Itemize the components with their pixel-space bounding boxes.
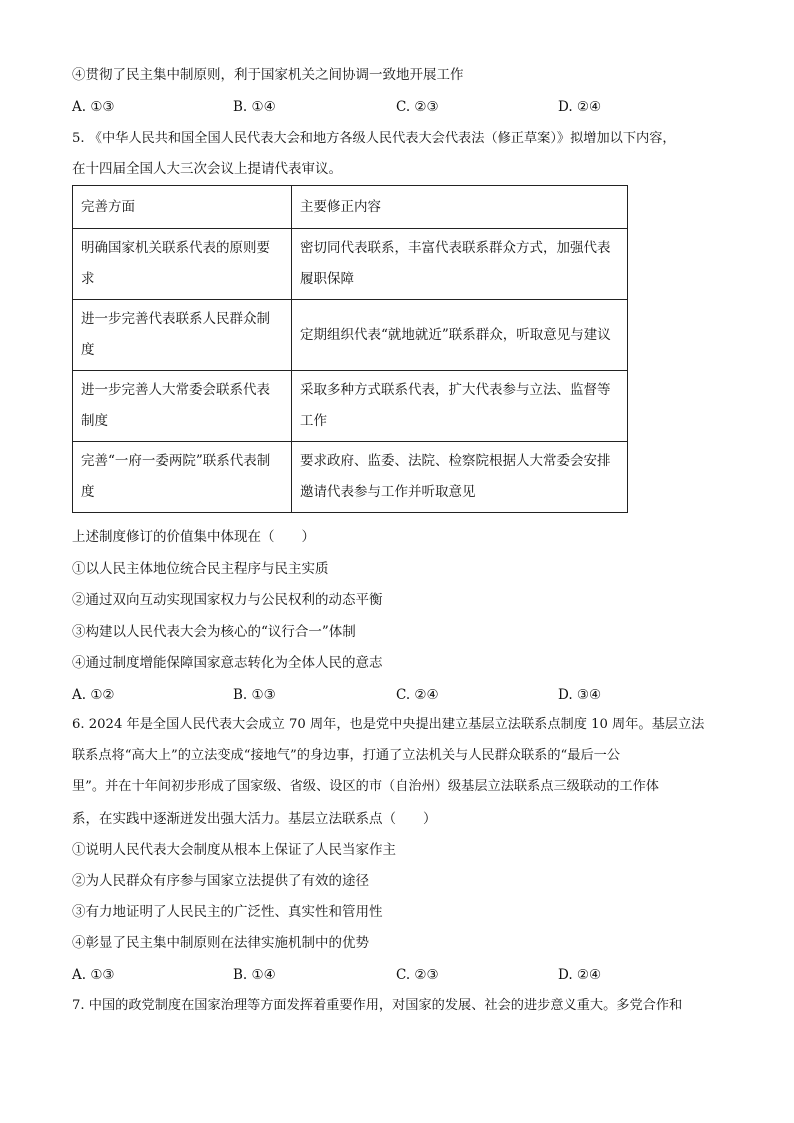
q5-item-4: ④通过制度增能保障国家意志转化为全体人民的意志	[72, 655, 383, 671]
q5-item-3: ③构建以人民代表大会为核心的“议行合一”体制	[72, 624, 356, 640]
table-row	[73, 442, 628, 513]
q4-option-c: C. ②③	[396, 99, 439, 115]
table-cell: 进一步完善人大常委会联系代表制度	[73, 371, 292, 442]
table-header-cell: 完善方面	[73, 186, 292, 229]
table-row	[73, 371, 628, 442]
q5-option-a: A. ①②	[72, 687, 115, 703]
table-row	[73, 300, 628, 371]
table-header-row	[73, 186, 628, 229]
q6-item-3: ③有力地证明了人民民主的广泛性、真实性和管用性	[72, 904, 383, 920]
table-cell: 采取多种方式联系代表，扩大代表参与立法、监督等工作	[292, 371, 628, 442]
q5-question: 上述制度修订的价值集中体现在（ ）	[72, 529, 315, 545]
q5-item-2: ②通过双向互动实现国家权力与公民权利的动态平衡	[72, 592, 383, 608]
q5-stem-line-1: 5. 《中华人民共和国全国人民代表大会和地方各级人民代表大会代表法（修正草案）》拟增加以下内容，	[72, 131, 676, 146]
q4-option-b: B. ①④	[233, 99, 276, 115]
table-cell: 明确国家机关联系代表的原则要求	[73, 229, 292, 300]
q6-item-1: ①说明人民代表大会制度从根本上保证了人民当家作主	[72, 842, 396, 858]
q5-option-d: D. ③④	[558, 687, 602, 703]
q6-item-4: ④彰显了民主集中制原则在法律实施机制中的优势	[72, 935, 369, 951]
q5-stem-line-2: 在十四届全国人大三次会议上提请代表审议。	[72, 161, 342, 177]
table-cell: 密切同代表联系，丰富代表联系群众方式，加强代表履职保障	[292, 229, 628, 300]
q6-option-c: C. ②③	[396, 967, 439, 983]
q6-option-a: A. ①③	[72, 967, 115, 983]
q6-stem-line-2: 联系点将“高大上”的立法变成“接地气”的身边事，打通了立法机关与人民群众联系的“最后一公	[72, 748, 621, 763]
q6-stem-line-3: 里”。并在十年间初步形成了国家级、省级、设区的市（自治州）级基层立法联系点三级联动的工作体	[72, 779, 659, 794]
table-cell: 要求政府、监委、法院、检察院根据人大常委会安排邀请代表参与工作并听取意见	[292, 442, 628, 513]
revision-table	[72, 185, 628, 513]
table-cell: 完善“一府一委两院”联系代表制度	[73, 442, 292, 513]
table-row	[73, 229, 628, 300]
q4-option-a: A. ①③	[72, 99, 115, 115]
q5-item-1: ①以人民主体地位统合民主程序与民主实质	[72, 561, 329, 577]
q7-stem-line-1: 7. 中国的政党制度在国家治理等方面发挥着重要作用，对国家的发展、社会的进步意义重大。多党合作和	[72, 998, 683, 1013]
q6-option-b: B. ①④	[233, 967, 276, 983]
q4-option-d: D. ②④	[558, 99, 602, 115]
q6-item-2: ②为人民群众有序参与国家立法提供了有效的途径	[72, 873, 369, 889]
q6-stem-line-4: 系，在实践中逐渐迸发出强大活力。基层立法联系点（ ）	[72, 811, 437, 827]
table-cell: 进一步完善代表联系人民群众制度	[73, 300, 292, 371]
q5-option-c: C. ②④	[396, 687, 439, 703]
q4-item-4: ④贯彻了民主集中制原则，利于国家机关之间协调一致地开展工作	[72, 67, 464, 83]
q6-option-d: D. ②④	[558, 967, 602, 983]
q6-stem-line-1: 6. 2024 年是全国人民代表大会成立 70 周年，也是党中央提出建立基层立法联系点制度 10 周年。基层立法	[72, 717, 705, 732]
table-cell: 定期组织代表“就地就近”联系群众，听取意见与建议	[292, 300, 628, 371]
q5-option-b: B. ①③	[233, 687, 276, 703]
table-header-cell: 主要修正内容	[292, 186, 628, 229]
